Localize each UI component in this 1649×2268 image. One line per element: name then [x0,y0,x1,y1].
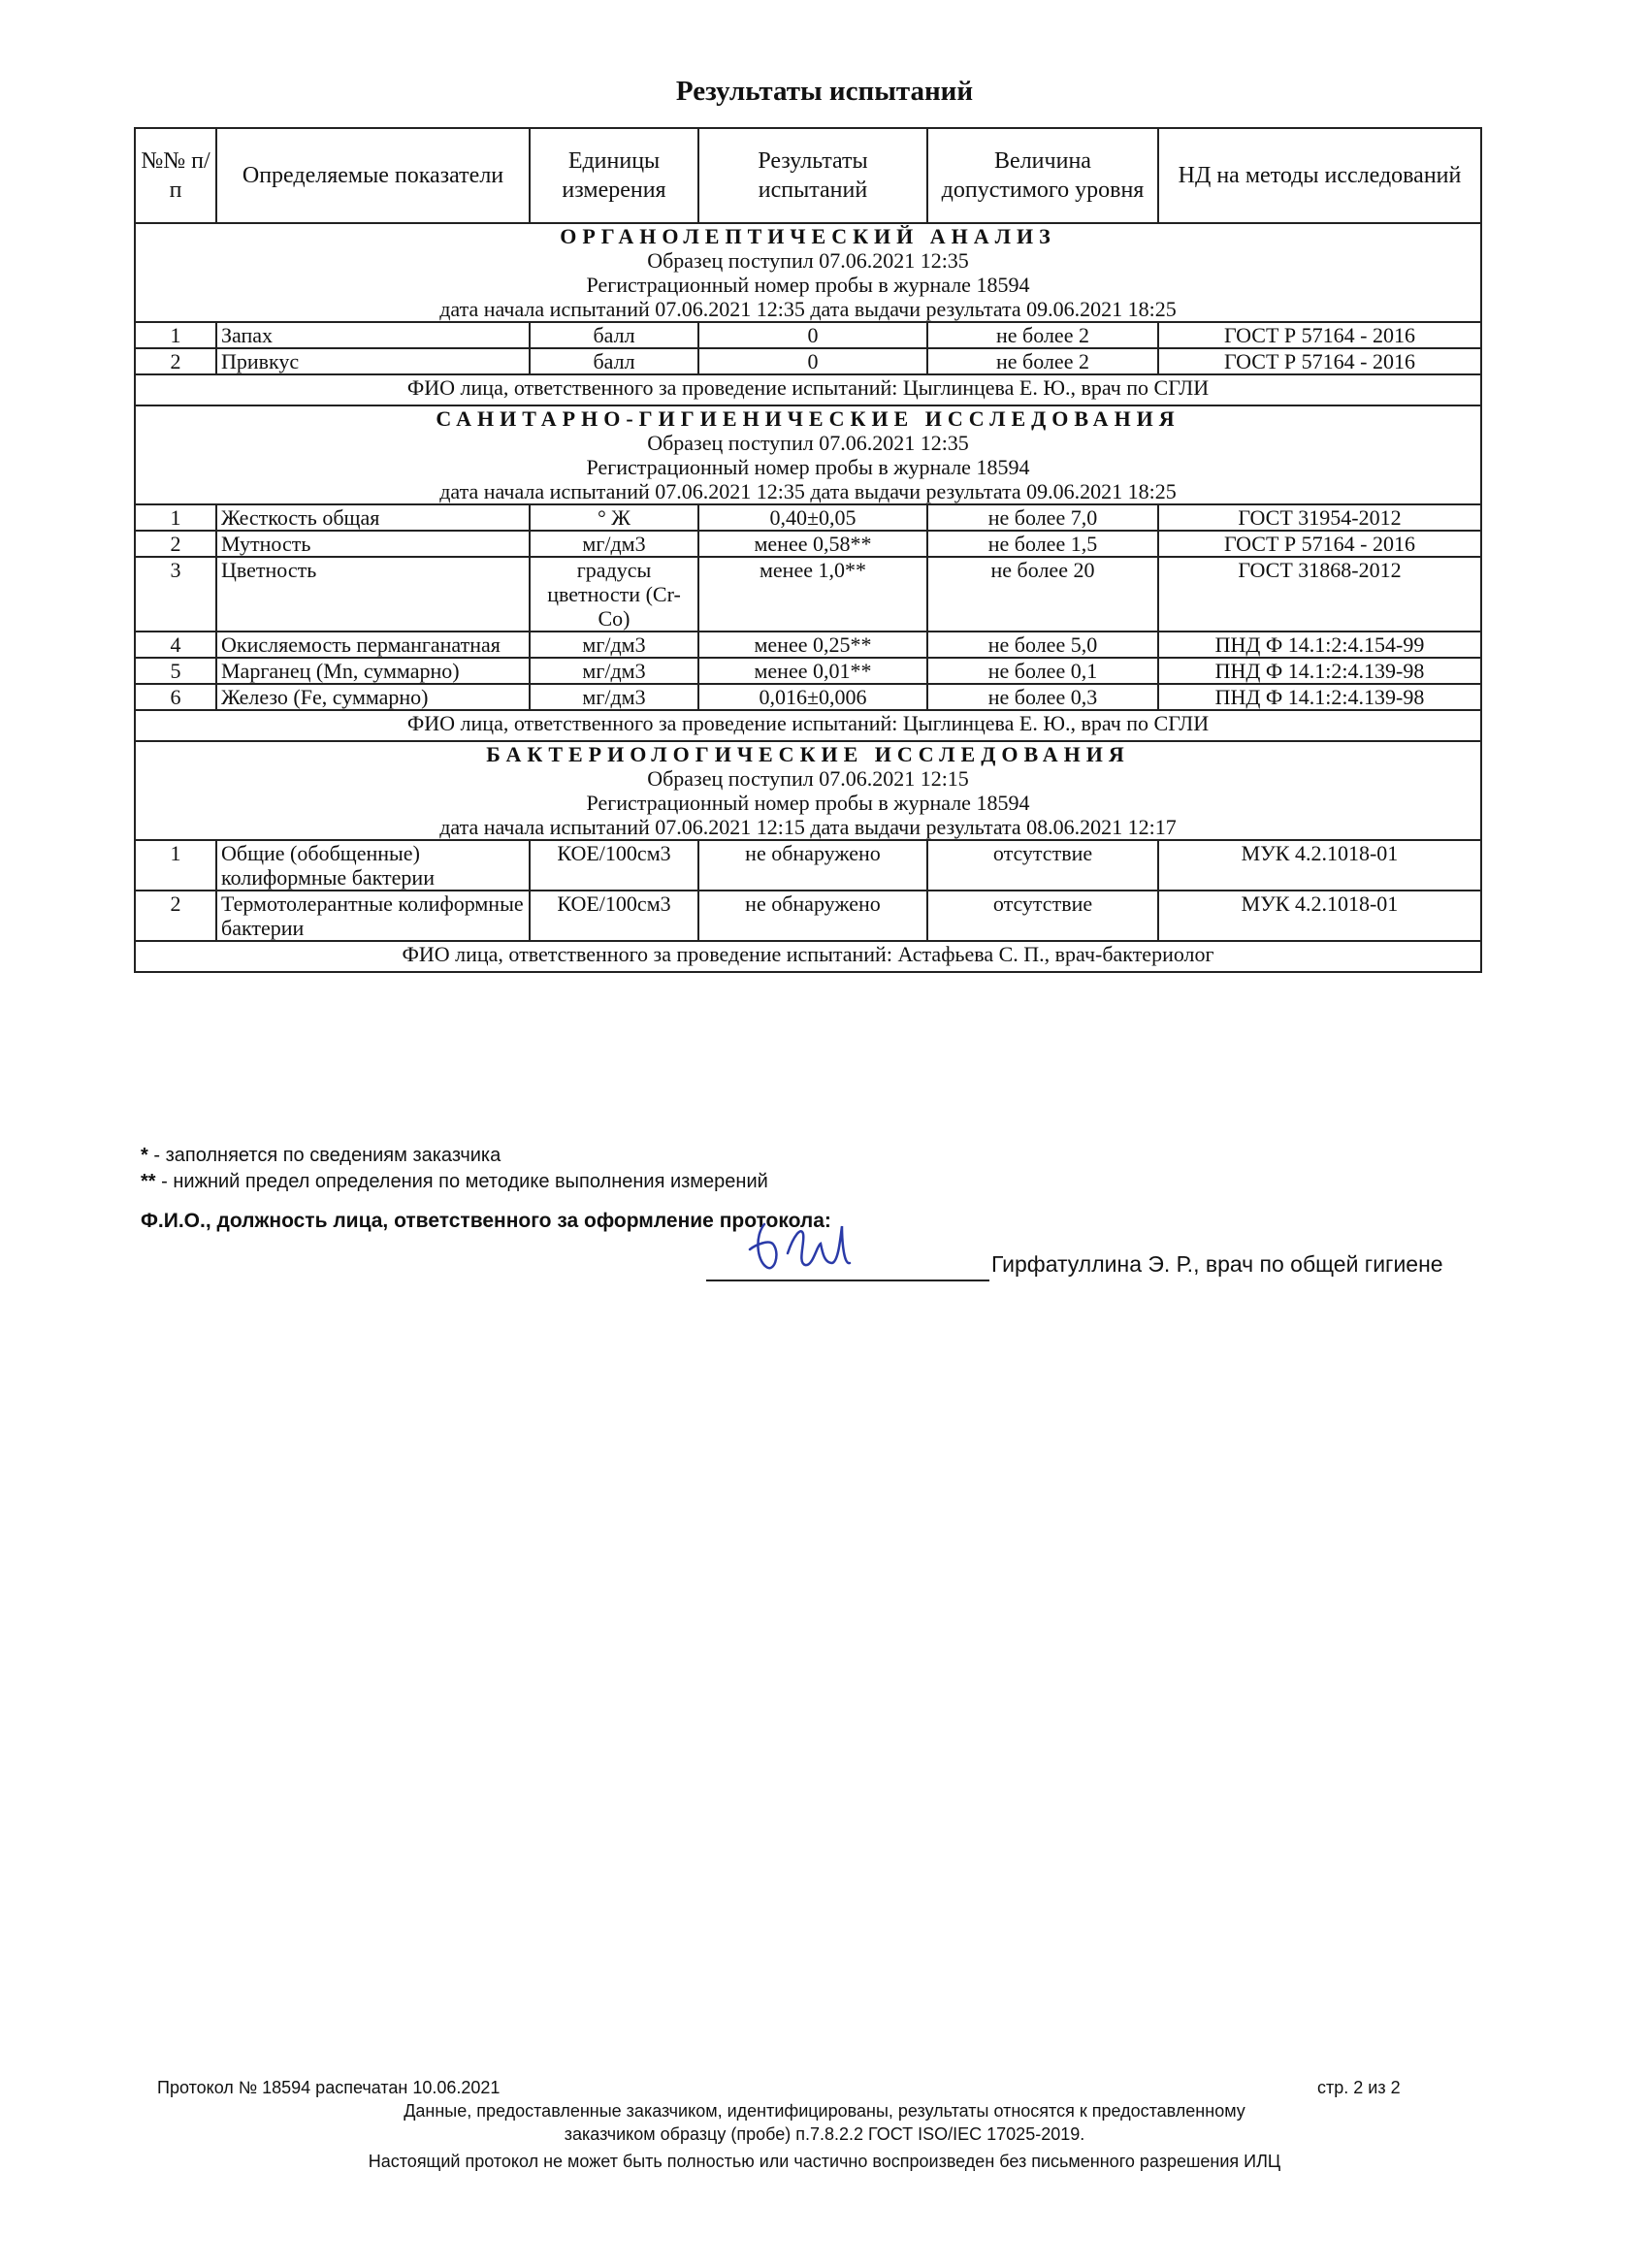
row-result: не обнаружено [698,891,927,941]
row-unit: мг/дм3 [530,632,698,658]
row-result: 0 [698,348,927,374]
footnote-star-mark: * [141,1145,148,1166]
row-limit: не более 0,1 [927,658,1158,684]
row-num: 1 [135,504,216,531]
row-indicator: Термотолерантные колиформные бактерии [216,891,530,941]
row-method: ПНД Ф 14.1:2:4.154-99 [1158,632,1481,658]
row-result: менее 0,25** [698,632,927,658]
header-num: №№ п/п [135,128,216,223]
table-row [135,891,1481,941]
row-result: 0,40±0,05 [698,504,927,531]
section-title: БАКТЕРИОЛОГИЧЕСКИЕ ИССЛЕДОВАНИЯ [486,742,1130,766]
page-title: Результаты испытаний [675,76,974,107]
test-dates: дата начала испытаний 07.06.2021 12:35 дата выдачи результата 09.06.2021 18:25 [439,297,1177,321]
sample-received: Образец поступил 07.06.2021 12:35 [647,248,969,273]
protocol-printed: Протокол № 18594 распечатан 10.06.2021 [157,2078,501,2097]
row-method: ПНД Ф 14.1:2:4.139-98 [1158,658,1481,684]
footnote-star-text: - заполняется по сведениям заказчика [147,1145,501,1166]
row-indicator: Жесткость общая [216,504,530,531]
row-indicator: Привкус [216,348,530,374]
row-num: 6 [135,684,216,710]
row-num: 1 [135,322,216,348]
row-limit: не более 1,5 [927,531,1158,557]
row-num: 5 [135,658,216,684]
row-method: ПНД Ф 14.1:2:4.139-98 [1158,684,1481,710]
row-unit: ° Ж [530,504,698,531]
row-result: не обнаружено [698,840,927,891]
footer-line-2: заказчиком образцу (пробе) п.7.8.2.2 ГОСТ ISO/IEC 17025-2019. [564,2124,1085,2144]
row-limit: не более 2 [927,348,1158,374]
row-method: ГОСТ Р 57164 - 2016 [1158,322,1481,348]
row-num: 2 [135,531,216,557]
row-method: ГОСТ Р 57164 - 2016 [1158,531,1481,557]
header-results: Результаты испытаний [698,128,927,223]
footnote-double-star-text: - нижний предел определения по методике выполнения измерений [155,1171,768,1192]
sample-received: Образец поступил 07.06.2021 12:15 [647,766,969,791]
row-num: 2 [135,348,216,374]
footer-line-1: Данные, предоставленные заказчиком, идентифицированы, результаты относятся к предоставленному [404,2101,1245,2121]
row-indicator: Железо (Fe, суммарно) [216,684,530,710]
row-method: МУК 4.2.1018-01 [1158,840,1481,891]
footnote-star [141,1143,768,1169]
row-unit: градусы цветности (Cr-Co) [530,557,698,632]
registration-number: Регистрационный номер пробы в журнале 18594 [586,273,1030,297]
row-limit: не более 7,0 [927,504,1158,531]
row-unit: мг/дм3 [530,531,698,557]
row-limit: отсутствие [927,840,1158,891]
signer-label: Ф.И.О., должность лица, ответственного за оформление протокола: [141,1210,831,1232]
section-header [135,223,1481,322]
row-num: 4 [135,632,216,658]
row-limit: отсутствие [927,891,1158,941]
row-result: менее 0,58** [698,531,927,557]
row-limit: не более 2 [927,322,1158,348]
section-title: САНИТАРНО-ГИГИЕНИЧЕСКИЕ ИССЛЕДОВАНИЯ [436,406,1180,431]
table-row [135,531,1481,557]
row-result: менее 0,01** [698,658,927,684]
footnotes [141,1143,768,1195]
registration-number: Регистрационный номер пробы в журнале 18594 [586,455,1030,479]
row-method: ГОСТ 31868-2012 [1158,557,1481,632]
section-title: ОРГАНОЛЕПТИЧЕСКИЙ АНАЛИЗ [560,224,1056,248]
header-method: НД на методы исследований [1158,128,1481,223]
table-row [135,348,1481,374]
table-row [135,504,1481,531]
page-number: стр. 2 из 2 [1317,2078,1401,2097]
section-header [135,741,1481,840]
table-row [135,658,1481,684]
responsible-row [135,710,1481,741]
test-dates: дата начала испытаний 07.06.2021 12:35 дата выдачи результата 09.06.2021 18:25 [439,479,1177,503]
table-row [135,684,1481,710]
handwritten-signature [745,1207,890,1284]
registration-number: Регистрационный номер пробы в журнале 18594 [586,791,1030,815]
table-row [135,632,1481,658]
row-result: 0 [698,322,927,348]
row-unit: мг/дм3 [530,658,698,684]
responsible-person: ФИО лица, ответственного за проведение испытаний: Цыглинцева Е. Ю., врач по СГЛИ [135,710,1481,741]
table-header-row [135,128,1481,223]
row-method: ГОСТ Р 57164 - 2016 [1158,348,1481,374]
row-indicator: Окисляемость перманганатная [216,632,530,658]
row-indicator: Запах [216,322,530,348]
row-num: 2 [135,891,216,941]
section-header [135,405,1481,504]
footnote-double-star-mark: ** [141,1171,156,1192]
row-indicator: Мутность [216,531,530,557]
row-result: менее 1,0** [698,557,927,632]
table-row [135,840,1481,891]
signer-name: Гирфатуллина Э. Р., врач по общей гигиене [991,1251,1443,1277]
row-unit: балл [530,348,698,374]
responsible-row [135,941,1481,972]
header-indicator: Определяемые показатели [216,128,530,223]
row-limit: не более 5,0 [927,632,1158,658]
sample-received: Образец поступил 07.06.2021 12:35 [647,431,969,455]
responsible-person: ФИО лица, ответственного за проведение испытаний: Астафьева С. П., врач-бактериолог [135,941,1481,972]
header-limit: Величина допустимого уровня [927,128,1158,223]
row-indicator: Общие (обобщенные) колиформные бактерии [216,840,530,891]
table-row [135,322,1481,348]
test-dates: дата начала испытаний 07.06.2021 12:15 дата выдачи результата 08.06.2021 12:17 [439,815,1177,839]
row-unit: КОЕ/100см3 [530,840,698,891]
row-method: ГОСТ 31954-2012 [1158,504,1481,531]
row-num: 1 [135,840,216,891]
row-method: МУК 4.2.1018-01 [1158,891,1481,941]
results-table [134,127,1482,973]
row-result: 0,016±0,006 [698,684,927,710]
header-units: Единицы измерения [530,128,698,223]
row-indicator: Марганец (Mn, суммарно) [216,658,530,684]
row-num: 3 [135,557,216,632]
responsible-row [135,374,1481,405]
table-row [135,557,1481,632]
responsible-person: ФИО лица, ответственного за проведение испытаний: Цыглинцева Е. Ю., врач по СГЛИ [135,374,1481,405]
row-unit: мг/дм3 [530,684,698,710]
row-unit: КОЕ/100см3 [530,891,698,941]
row-unit: балл [530,322,698,348]
row-limit: не более 0,3 [927,684,1158,710]
row-limit: не более 20 [927,557,1158,632]
footnote-double-star [141,1169,768,1195]
footer-line-3: Настоящий протокол не может быть полностью или частично воспроизведен без письменного разрешения ИЛЦ [368,2152,1281,2171]
row-indicator: Цветность [216,557,530,632]
